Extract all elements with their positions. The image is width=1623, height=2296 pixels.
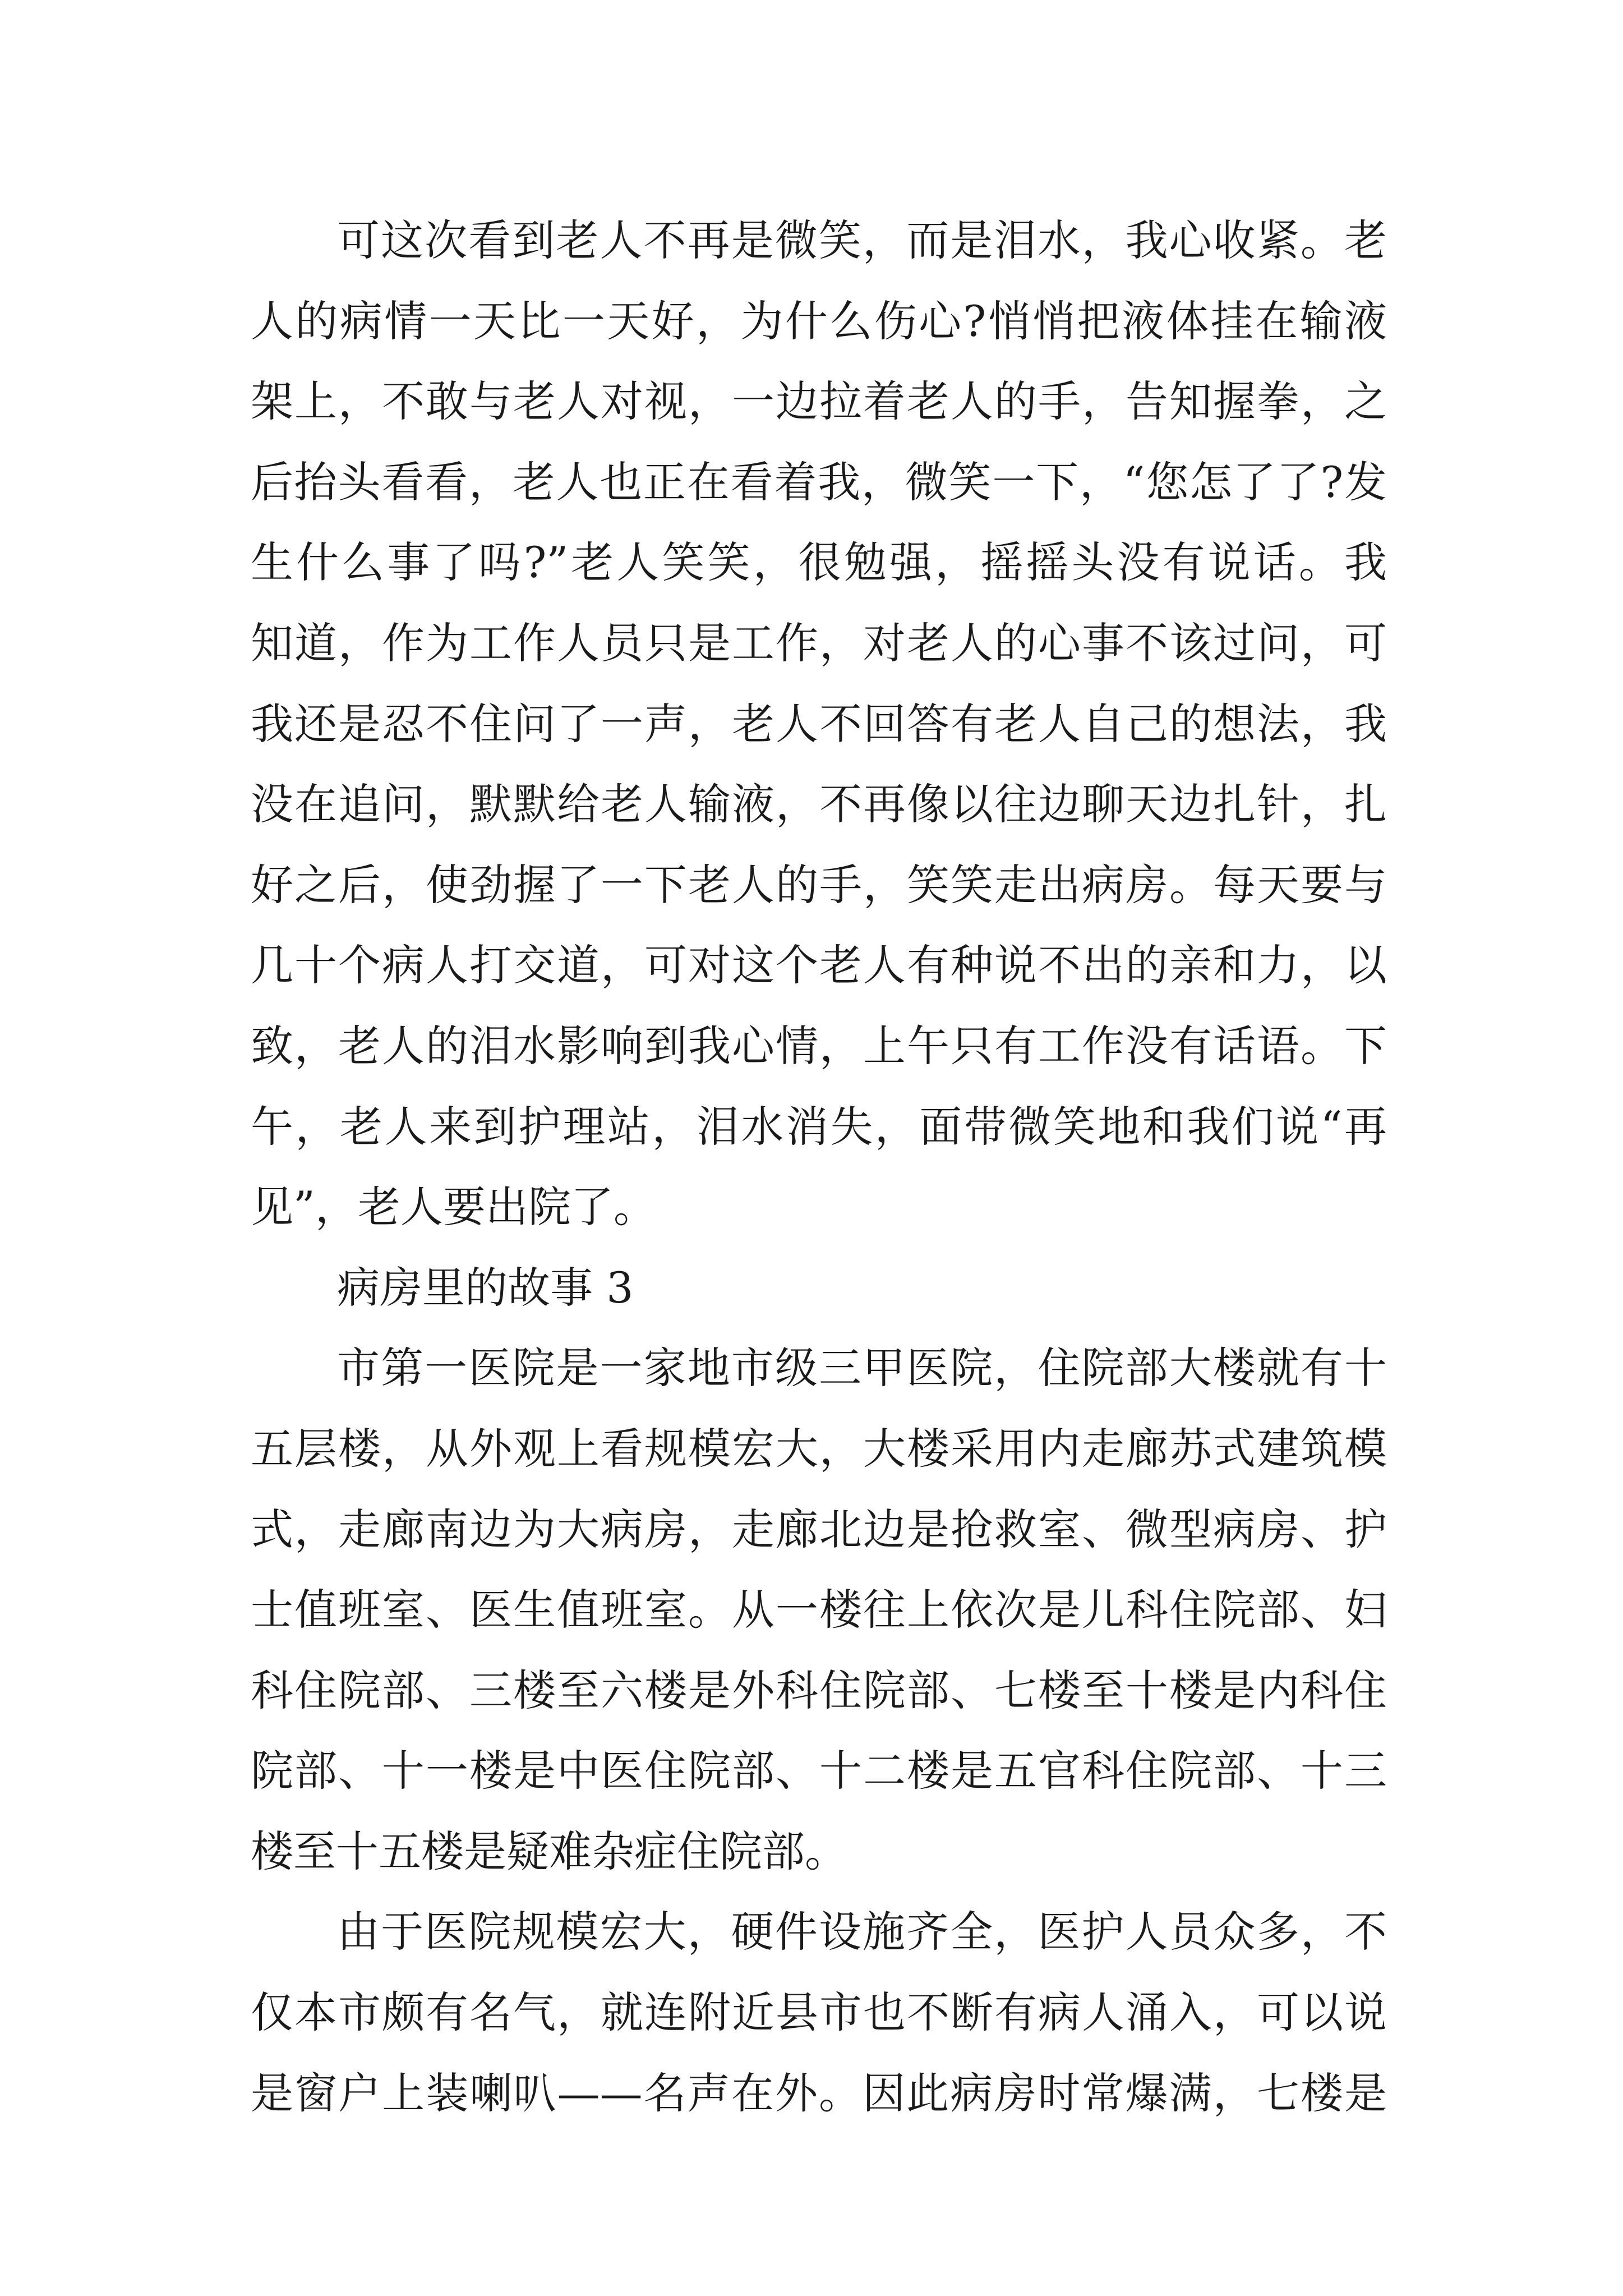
text-line: 午，老人来到护理站，泪水消失，面带微笑地和我们说“再 [251, 1101, 1387, 1152]
text-line: 人的病情一天比一天好，为什么伤心?悄悄把液体挂在输液 [251, 296, 1387, 346]
text-line: 市第一医院是一家地市级三甲医院，住院部大楼就有十 [337, 1343, 1387, 1393]
text-line: 院部、十一楼是中医住院部、十二楼是五官科住院部、十三 [251, 1746, 1387, 1796]
text-line: 由于医院规模宏大，硬件设施齐全，医护人员众多，不 [337, 1907, 1387, 1957]
text-line: 后抬头看看，老人也正在看着我，微笑一下，“您怎了了?发 [251, 457, 1387, 507]
text-line: 见”，老人要出院了。 [251, 1182, 656, 1232]
text-line: 士值班室、医生值班室。从一楼往上依次是儿科住院部、妇 [251, 1585, 1387, 1635]
text-line: 科住院部、三楼至六楼是外科住院部、七楼至十楼是内科住 [251, 1665, 1387, 1715]
text-line: 知道，作为工作人员只是工作，对老人的心事不该过问，可 [251, 618, 1387, 668]
paragraph [251, 200, 1387, 1248]
text-line: 没在追问，默默给老人输液，不再像以往边聊天边扎针，扎 [251, 779, 1387, 830]
paragraph [251, 1892, 1387, 2133]
text-line: 五层楼，从外观上看规模宏大，大楼采用内走廊苏式建筑模 [251, 1423, 1387, 1474]
text-line: 楼至十五楼是疑难杂症住院部。 [251, 1826, 847, 1876]
text-line: 生什么事了吗?”老人笑笑，很勉强，摇摇头没有说话。我 [251, 537, 1387, 588]
text-line: 式，走廊南边为大病房，走廊北边是抢救室、微型病房、护 [251, 1504, 1387, 1554]
text-line: 仅本市颇有名气，就连附近县市也不断有病人涌入，可以说 [251, 1987, 1387, 2038]
text-line: 好之后，使劲握了一下老人的手，笑笑走出病房。每天要与 [251, 859, 1387, 910]
section-heading [251, 1248, 1387, 1328]
text-line: 致，老人的泪水影响到我心情，上午只有工作没有话语。下 [251, 1020, 1387, 1071]
paragraph [251, 1328, 1387, 1892]
text-line: 可这次看到老人不再是微笑，而是泪水，我心收紧。老 [337, 215, 1387, 265]
document-body [251, 200, 1387, 2133]
text-line: 我还是忍不住问了一声，老人不回答有老人自己的想法，我 [251, 698, 1387, 749]
section-heading-text: 病房里的故事 3 [337, 1262, 634, 1313]
text-line: 是窗户上装喇叭——名声在外。因此病房时常爆满，七楼是 [251, 2068, 1387, 2118]
text-line: 架上，不敢与老人对视，一边拉着老人的手，告知握拳，之 [251, 376, 1387, 427]
text-line: 几十个病人打交道，可对这个老人有种说不出的亲和力，以 [251, 940, 1387, 991]
